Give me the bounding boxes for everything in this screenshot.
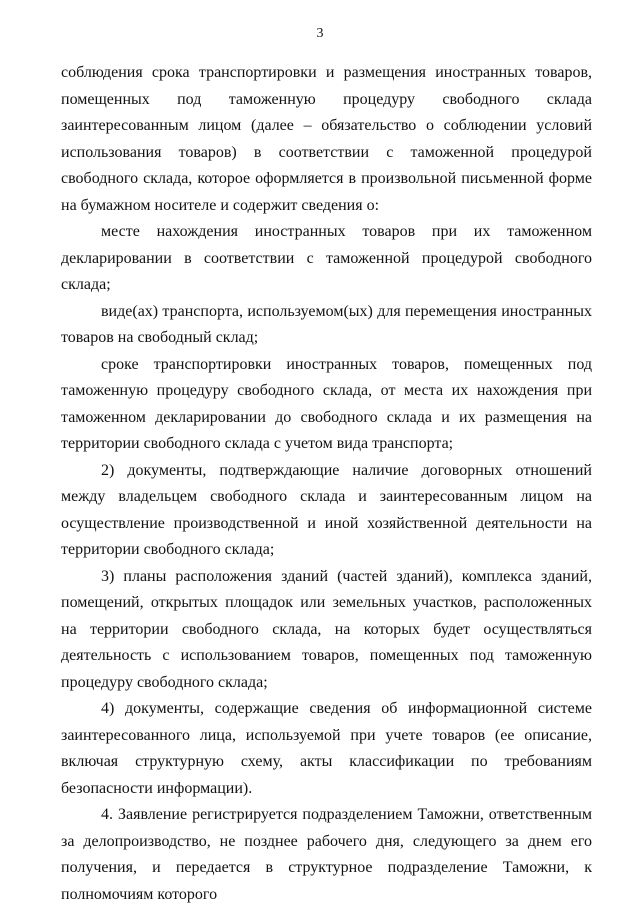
paragraph-contract-documents: 2) документы, подтверждающие наличие договорных отношений между владельцем свободного склада и заинтересованным лицом на осуществление производственной и иной хозяйственной деятельности на территории свободного склада; <box>61 461 592 558</box>
paragraph-location: месте нахождения иностранных товаров при их таможенном декларировании в соответствии с таможенной процедурой свободного склада; <box>61 223 592 293</box>
paragraph-obligation-intro: соблюдения срока транспортировки и размещения иностранных товаров, помещенных под таможенную процедуру свободного склада заинтересованным лицом (далее – обязательство о соблюдении условий использования товаров) в соответствии с таможенной процедурой свободного склада, которое оформляется в произвольной письменной форме на бумажном носителе и содержит сведения о: <box>61 64 592 214</box>
document-body <box>61 60 592 908</box>
page-number: 3 <box>316 26 324 41</box>
paragraph-transport-term: сроке транспортировки иностранных товаров, помещенных под таможенную процедуру свободного склада, от места их нахождения при таможенном декларировании до свободного склада и их размещения на территории свободного склада с учетом вида транспорта; <box>61 355 592 452</box>
paragraph-application-registration: 4. Заявление регистрируется подразделением Таможни, ответственным за делопроизводство, не позднее рабочего дня, следующего за днем его получения, и передается в структурное подразделение Таможни, к полномочиям которого <box>61 806 592 903</box>
paragraph-information-system: 4) документы, содержащие сведения об информационной системе заинтересованного лица, используемой при учете товаров (ее описание, включая структурную схему, акты классификации по требованиям безопасности информации). <box>61 700 592 797</box>
paragraph-building-plans: 3) планы расположения зданий (частей зданий), комплекса зданий, помещений, открытых площадок или земельных участков, расположенных на территории свободного склада, на которых будет осуществляться деятельность с использованием товаров, помещенных под таможенную процедуру свободного склада; <box>61 567 592 691</box>
paragraph-transport-type: виде(ах) транспорта, используемом(ых) для перемещения иностранных товаров на свободный склад; <box>61 302 592 346</box>
